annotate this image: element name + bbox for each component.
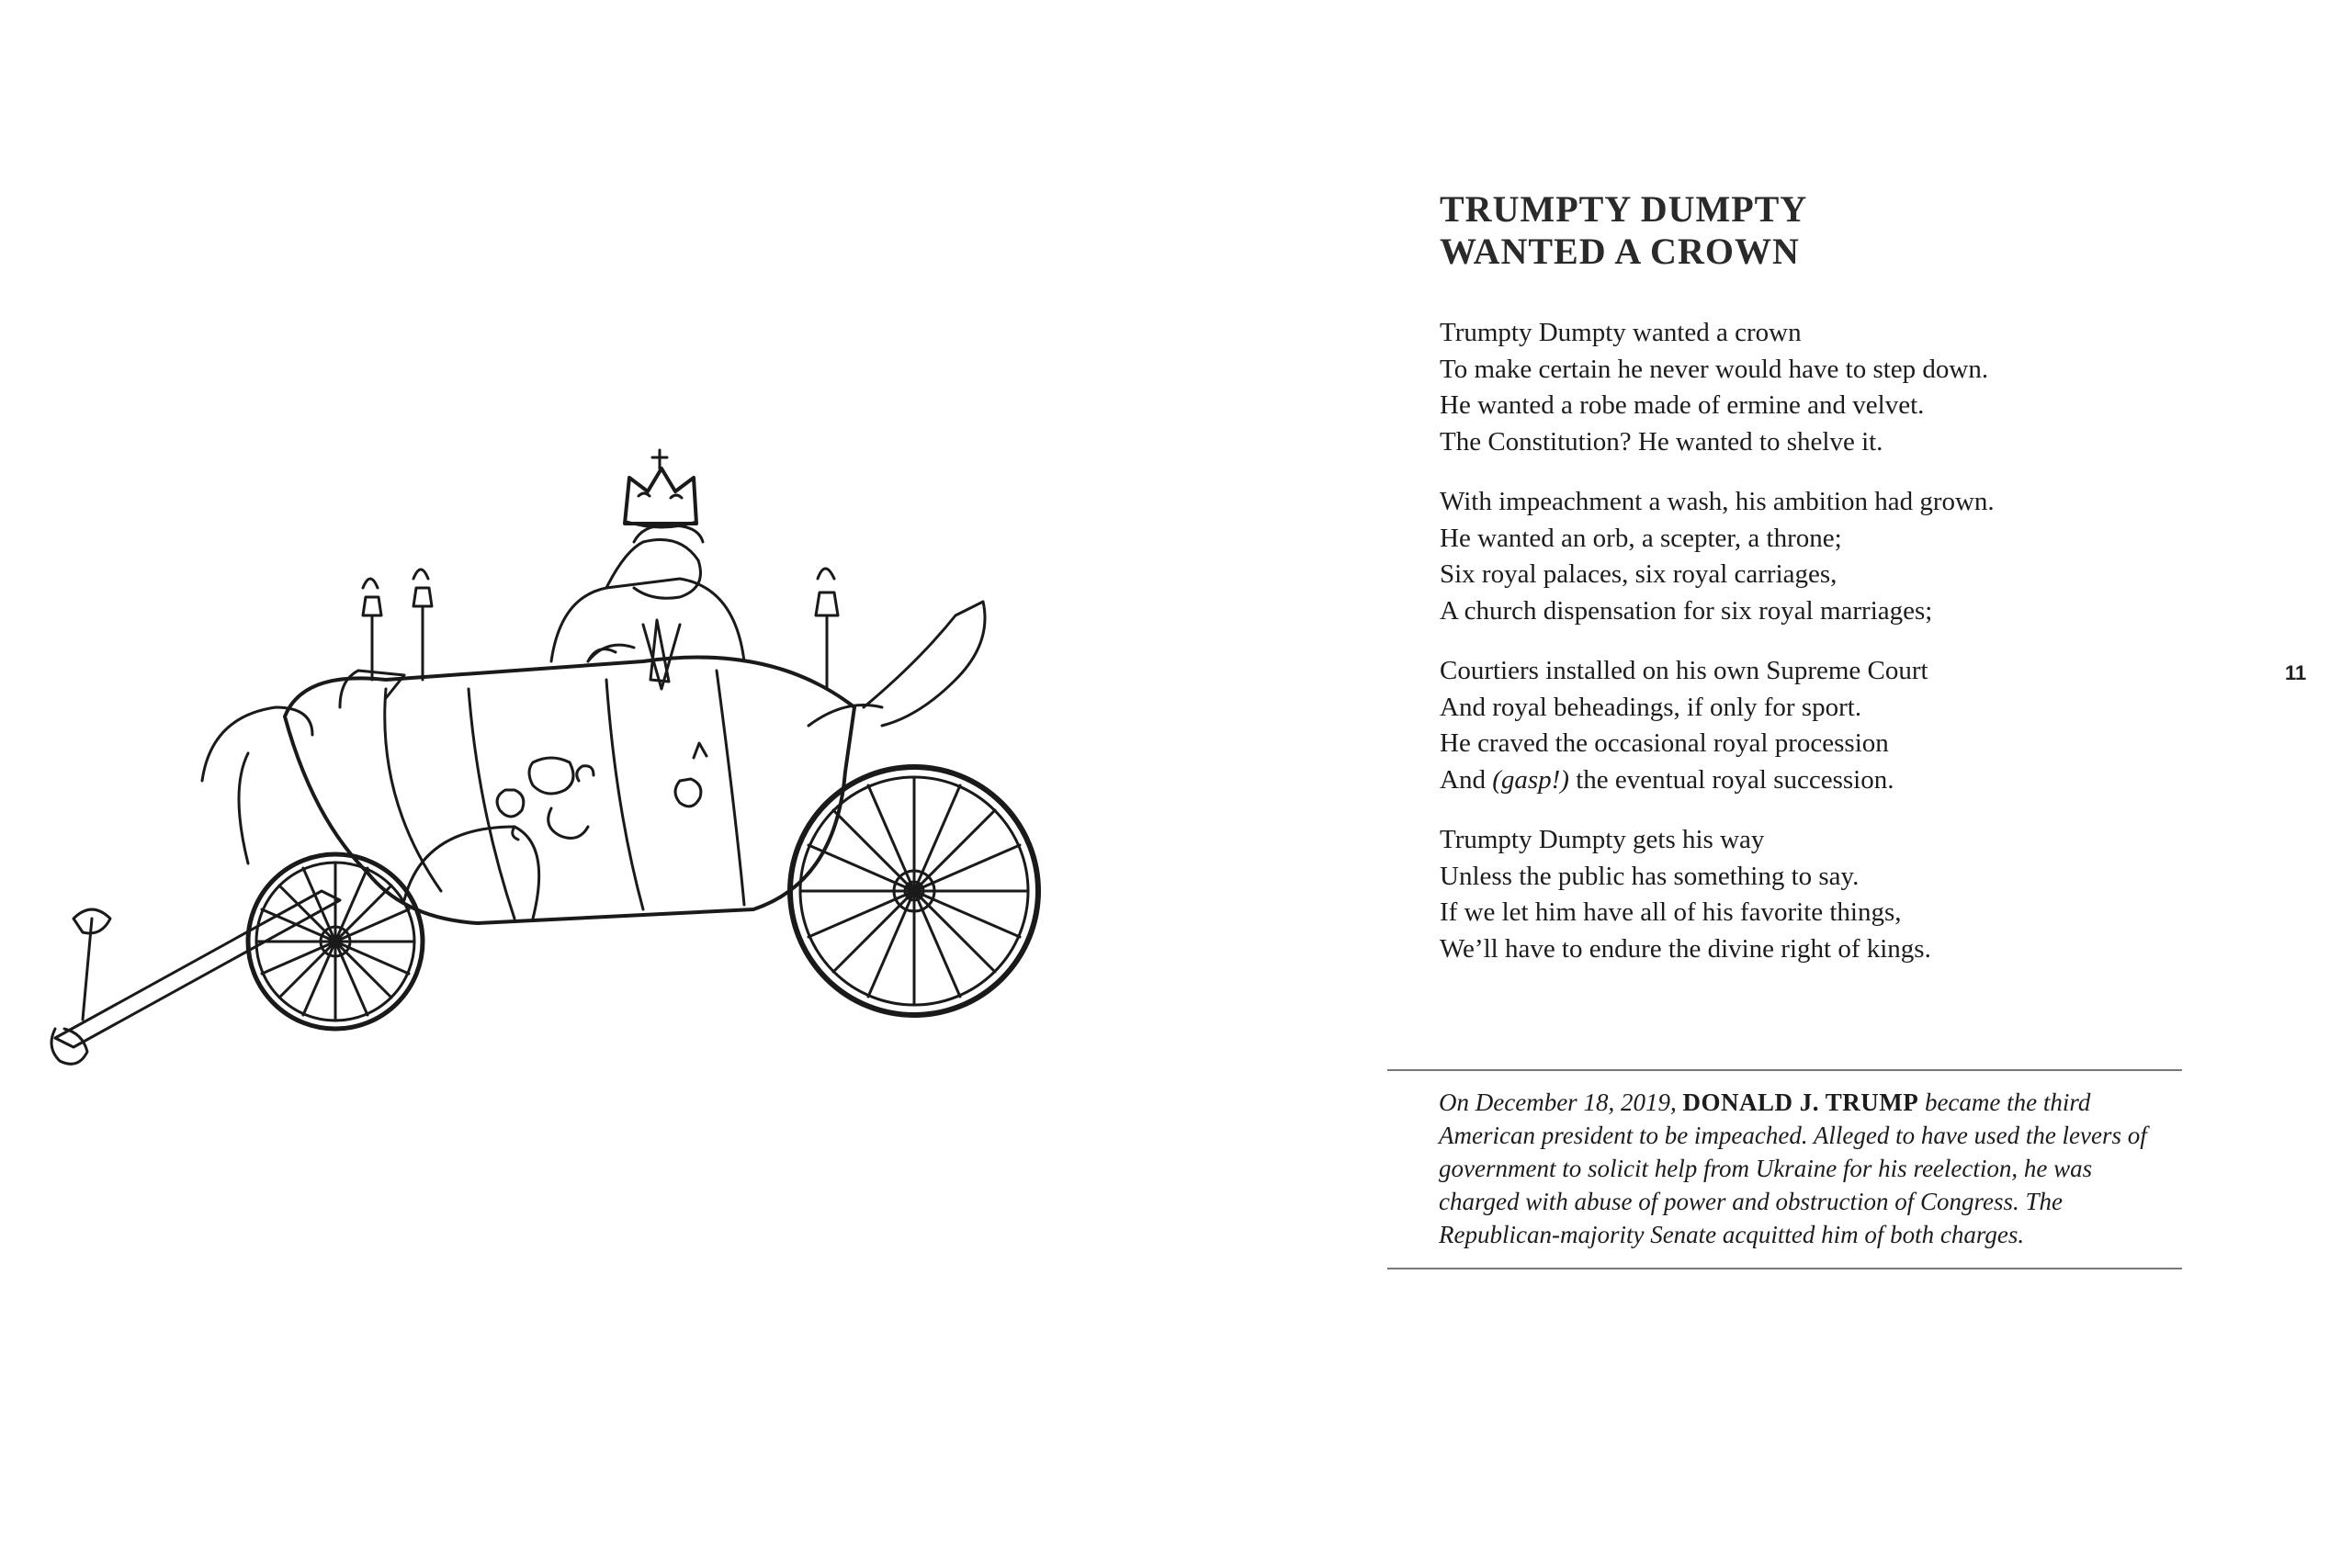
poem-line: He craved the occasional royal procession [1440,728,1889,758]
stanza-3 [1440,653,2230,798]
poem-line: To make certain he never would have to step down. [1440,354,1989,384]
poem-line: Unless the public has something to say. [1440,861,1860,891]
rear-wheel [790,767,1038,1015]
stanza-1 [1440,315,2230,460]
poem-line: He wanted an orb, a scepter, a throne; [1440,523,1842,553]
poem-title [1440,188,2230,273]
carriage-hood [202,602,985,863]
front-wheel [248,854,423,1029]
carriage-illustration [37,441,1075,1084]
stanza-4 [1440,822,2230,967]
poem-line: If we let him have all of his favorite things, [1440,897,1902,927]
poem-line: We’ll have to endure the divine right of kings. [1440,933,1931,964]
poem-line: And royal beheadings, if only for sport. [1440,692,1862,722]
note-text [1439,1086,2165,1251]
poem-line: Six royal palaces, six royal carriages, [1440,559,1838,589]
carriage-body [285,645,854,923]
poem-line: A church dispensation for six royal marriages; [1440,595,1933,626]
carriage-lamps [363,569,838,689]
line-text-before: And [1440,764,1493,795]
poem-line: The Constitution? He wanted to shelve it. [1440,426,1883,457]
note-body: became the third American president to be impeached. Alleged to have used the levers of government to solicit help from Ukraine for his reelection, he was charged with abuse of power and obstruction of Congress. The Republican-majority Senate acquitted him of both charges. [1439,1089,2147,1248]
poem-title-line-1: TRUMPTY DUMPTY [1440,188,1808,230]
stanza-2 [1440,484,2230,629]
carriage-shaft [51,891,340,1064]
poem-line-with-aside [1440,762,2230,799]
italic-aside: (gasp!) [1492,764,1569,795]
page-number: 11 [2285,661,2307,684]
poem-line: He wanted a robe made of ermine and velvet. [1440,390,1925,420]
line-text-after: the eventual royal succession. [1568,764,1894,795]
crowned-figure [551,450,744,689]
note-name: DONALD J. TRUMP [1682,1089,1919,1116]
poem-line: With impeachment a wash, his ambition had grown. [1440,487,1995,516]
poem-line: Trumpty Dumpty gets his way [1440,825,1765,854]
historical-note [1387,1069,2182,1269]
poem-line: Courtiers installed on his own Supreme Court [1440,656,1928,685]
note-lead: On December 18, 2019, [1439,1089,1683,1116]
poem-column [1440,188,2230,991]
poem-line: Trumpty Dumpty wanted a crown [1440,318,1802,347]
poem-title-line-2: WANTED A CROWN [1440,231,1800,272]
